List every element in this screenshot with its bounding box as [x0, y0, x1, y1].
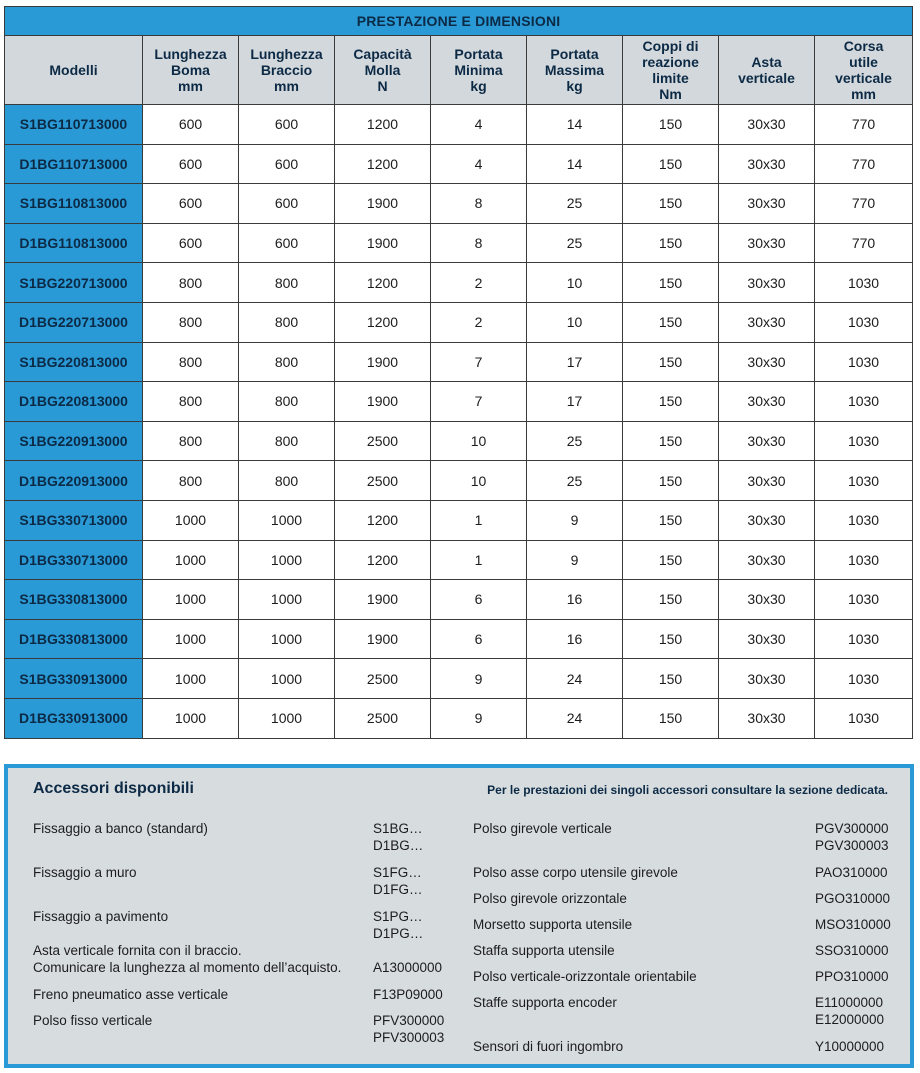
- model-code-cell: S1BG330813000: [5, 580, 143, 620]
- cell-max-load: 9: [527, 540, 623, 580]
- cell-vertical-rod: 30x30: [719, 540, 815, 580]
- cell-vertical-rod: 30x30: [719, 223, 815, 263]
- cell-vertical-stroke: 770: [815, 144, 913, 184]
- cell-arm-length: 600: [239, 144, 335, 184]
- cell-arm-length: 800: [239, 263, 335, 303]
- cell-vertical-stroke: 1030: [815, 659, 913, 699]
- cell-boom-length: 600: [143, 184, 239, 224]
- cell-vertical-stroke: 1030: [815, 580, 913, 620]
- model-code-cell: S1BG220713000: [5, 263, 143, 303]
- accessory-code: S1FG… D1FG…: [373, 865, 423, 897]
- cell-max-load: 25: [527, 223, 623, 263]
- cell-max-load: 24: [527, 659, 623, 699]
- cell-vertical-rod: 30x30: [719, 144, 815, 184]
- header-spring-capacity: Capacità Molla N: [335, 36, 431, 105]
- accessory-code: MSO310000: [815, 917, 891, 932]
- cell-min-load: 1: [431, 500, 527, 540]
- cell-vertical-rod: 30x30: [719, 698, 815, 738]
- accessory-label: Asta verticale fornita con il braccio. Comunicare la lunghezza al momento dell’acquisto.: [33, 943, 342, 975]
- cell-vertical-stroke: 1030: [815, 302, 913, 342]
- table-title: PRESTAZIONE E DIMENSIONI: [5, 7, 913, 36]
- cell-boom-length: 800: [143, 302, 239, 342]
- cell-arm-length: 800: [239, 421, 335, 461]
- cell-min-load: 2: [431, 302, 527, 342]
- table-row: [5, 184, 913, 224]
- header-min-load: Portata Minima kg: [431, 36, 527, 105]
- cell-max-load: 9: [527, 500, 623, 540]
- cell-arm-length: 1000: [239, 580, 335, 620]
- cell-boom-length: 600: [143, 223, 239, 263]
- cell-max-load: 25: [527, 421, 623, 461]
- accessories-title: Accessori disponibili: [33, 780, 194, 797]
- accessory-label: Polso girevole verticale: [473, 821, 612, 836]
- cell-max-load: 14: [527, 144, 623, 184]
- cell-vertical-stroke: 1030: [815, 263, 913, 303]
- cell-spring-capacity: 2500: [335, 659, 431, 699]
- cell-vertical-stroke: 1030: [815, 500, 913, 540]
- cell-min-load: 4: [431, 105, 527, 145]
- table-row: [5, 105, 913, 145]
- table-row: [5, 500, 913, 540]
- cell-arm-length: 800: [239, 342, 335, 382]
- accessory-code: PGO310000: [815, 891, 891, 906]
- cell-min-load: 4: [431, 144, 527, 184]
- table-row: [5, 302, 913, 342]
- cell-vertical-rod: 30x30: [719, 302, 815, 342]
- cell-boom-length: 1000: [143, 698, 239, 738]
- cell-spring-capacity: 1200: [335, 302, 431, 342]
- accessory-label: Fissaggio a muro: [33, 865, 137, 880]
- cell-reaction-torque: 150: [623, 144, 719, 184]
- accessory-code: Y10000000: [815, 1039, 885, 1054]
- cell-reaction-torque: 150: [623, 223, 719, 263]
- cell-spring-capacity: 1900: [335, 580, 431, 620]
- table-row: [5, 263, 913, 303]
- header-max-load: Portata Massima kg: [527, 36, 623, 105]
- cell-spring-capacity: 1900: [335, 382, 431, 422]
- cell-spring-capacity: 1900: [335, 223, 431, 263]
- spec-table: [4, 6, 913, 739]
- cell-reaction-torque: 150: [623, 461, 719, 501]
- cell-vertical-rod: 30x30: [719, 619, 815, 659]
- cell-boom-length: 1000: [143, 580, 239, 620]
- table-row: [5, 144, 913, 184]
- accessory-label: Freno pneumatico asse verticale: [33, 987, 229, 1002]
- table-row: [5, 342, 913, 382]
- accessory-code: E11000000 E12000000: [815, 995, 885, 1027]
- accessory-label: Morsetto supporta utensile: [473, 917, 633, 932]
- table-row: [5, 619, 913, 659]
- cell-vertical-rod: 30x30: [719, 461, 815, 501]
- cell-vertical-stroke: 770: [815, 223, 913, 263]
- cell-vertical-stroke: 1030: [815, 540, 913, 580]
- accessory-label: Staffa supporta utensile: [473, 943, 615, 958]
- accessory-label: Fissaggio a pavimento: [33, 909, 169, 924]
- model-code-cell: D1BG110713000: [5, 144, 143, 184]
- cell-boom-length: 800: [143, 461, 239, 501]
- cell-min-load: 9: [431, 659, 527, 699]
- cell-vertical-stroke: 1030: [815, 421, 913, 461]
- cell-arm-length: 1000: [239, 540, 335, 580]
- accessory-label: Sensori di fuori ingombro: [473, 1039, 624, 1054]
- cell-spring-capacity: 1200: [335, 540, 431, 580]
- header-row: [5, 36, 913, 105]
- cell-vertical-rod: 30x30: [719, 659, 815, 699]
- cell-spring-capacity: 1200: [335, 105, 431, 145]
- header-models: Modelli: [5, 36, 143, 105]
- cell-max-load: 10: [527, 263, 623, 303]
- accessory-code: A13000000: [373, 960, 443, 975]
- cell-reaction-torque: 150: [623, 263, 719, 303]
- accessories-note: Per le prestazioni dei singoli accessori consultare la sezione dedicata.: [487, 783, 888, 797]
- cell-vertical-rod: 30x30: [719, 421, 815, 461]
- model-code-cell: S1BG330913000: [5, 659, 143, 699]
- header-vertical-stroke: Corsa utile verticale mm: [815, 36, 913, 105]
- model-code-cell: D1BG220813000: [5, 382, 143, 422]
- header-boom-length: Lunghezza Boma mm: [143, 36, 239, 105]
- cell-arm-length: 1000: [239, 500, 335, 540]
- cell-spring-capacity: 1200: [335, 263, 431, 303]
- cell-spring-capacity: 1900: [335, 619, 431, 659]
- table-row: [5, 382, 913, 422]
- cell-vertical-stroke: 1030: [815, 342, 913, 382]
- table-row: [5, 580, 913, 620]
- cell-reaction-torque: 150: [623, 698, 719, 738]
- cell-spring-capacity: 1900: [335, 184, 431, 224]
- cell-max-load: 24: [527, 698, 623, 738]
- accessory-code: S1BG… D1BG…: [373, 821, 424, 853]
- cell-reaction-torque: 150: [623, 580, 719, 620]
- cell-reaction-torque: 150: [623, 619, 719, 659]
- model-code-cell: D1BG330713000: [5, 540, 143, 580]
- header-vertical-rod: Asta verticale: [719, 36, 815, 105]
- cell-min-load: 2: [431, 263, 527, 303]
- cell-boom-length: 600: [143, 144, 239, 184]
- table-row: [5, 461, 913, 501]
- cell-reaction-torque: 150: [623, 302, 719, 342]
- cell-arm-length: 1000: [239, 659, 335, 699]
- accessories-panel: [4, 764, 914, 1068]
- accessory-label: Polso fisso verticale: [33, 1013, 153, 1028]
- cell-boom-length: 800: [143, 421, 239, 461]
- cell-arm-length: 1000: [239, 698, 335, 738]
- accessory-code: PGV300000 PGV300003: [815, 821, 889, 853]
- cell-boom-length: 1000: [143, 659, 239, 699]
- model-code-cell: S1BG220913000: [5, 421, 143, 461]
- accessory-code: PFV300000 PFV300003: [373, 1013, 445, 1045]
- accessory-label: Polso verticale-orizzontale orientabile: [473, 969, 697, 984]
- cell-arm-length: 600: [239, 184, 335, 224]
- model-code-cell: S1BG110813000: [5, 184, 143, 224]
- cell-boom-length: 600: [143, 105, 239, 145]
- table-row: [5, 698, 913, 738]
- table-body: [5, 105, 913, 739]
- accessory-label: Polso asse corpo utensile girevole: [473, 865, 678, 880]
- cell-max-load: 25: [527, 184, 623, 224]
- cell-spring-capacity: 1200: [335, 500, 431, 540]
- cell-vertical-rod: 30x30: [719, 263, 815, 303]
- cell-vertical-stroke: 1030: [815, 619, 913, 659]
- cell-min-load: 7: [431, 342, 527, 382]
- accessory-code: SSO310000: [815, 943, 889, 958]
- accessory-label: Polso girevole orizzontale: [473, 891, 627, 906]
- cell-vertical-rod: 30x30: [719, 105, 815, 145]
- header-arm-length: Lunghezza Braccio mm: [239, 36, 335, 105]
- cell-spring-capacity: 2500: [335, 421, 431, 461]
- cell-reaction-torque: 150: [623, 105, 719, 145]
- model-code-cell: D1BG220913000: [5, 461, 143, 501]
- model-code-cell: S1BG110713000: [5, 105, 143, 145]
- cell-max-load: 16: [527, 619, 623, 659]
- cell-vertical-rod: 30x30: [719, 184, 815, 224]
- cell-boom-length: 800: [143, 382, 239, 422]
- accessory-label: Staffe supporta encoder: [473, 995, 617, 1010]
- cell-min-load: 9: [431, 698, 527, 738]
- accessory-code: PPO310000: [815, 969, 889, 984]
- cell-reaction-torque: 150: [623, 382, 719, 422]
- model-code-cell: D1BG330913000: [5, 698, 143, 738]
- cell-max-load: 14: [527, 105, 623, 145]
- cell-vertical-rod: 30x30: [719, 580, 815, 620]
- cell-max-load: 25: [527, 461, 623, 501]
- cell-min-load: 8: [431, 184, 527, 224]
- cell-arm-length: 800: [239, 302, 335, 342]
- cell-vertical-stroke: 1030: [815, 461, 913, 501]
- model-code-cell: S1BG330713000: [5, 500, 143, 540]
- model-code-cell: D1BG220713000: [5, 302, 143, 342]
- cell-vertical-stroke: 1030: [815, 698, 913, 738]
- cell-min-load: 6: [431, 619, 527, 659]
- cell-spring-capacity: 2500: [335, 461, 431, 501]
- cell-reaction-torque: 150: [623, 342, 719, 382]
- cell-vertical-stroke: 770: [815, 184, 913, 224]
- cell-min-load: 10: [431, 461, 527, 501]
- cell-arm-length: 800: [239, 461, 335, 501]
- table-row: [5, 659, 913, 699]
- accessory-code: S1PG… D1PG…: [373, 909, 424, 941]
- cell-reaction-torque: 150: [623, 540, 719, 580]
- cell-arm-length: 800: [239, 382, 335, 422]
- cell-spring-capacity: 1200: [335, 144, 431, 184]
- table-row: [5, 421, 913, 461]
- cell-spring-capacity: 2500: [335, 698, 431, 738]
- model-code-cell: D1BG110813000: [5, 223, 143, 263]
- accessory-label: Fissaggio a banco (standard): [33, 821, 208, 836]
- cell-boom-length: 800: [143, 342, 239, 382]
- cell-spring-capacity: 1900: [335, 342, 431, 382]
- cell-boom-length: 1000: [143, 540, 239, 580]
- cell-arm-length: 600: [239, 223, 335, 263]
- cell-min-load: 6: [431, 580, 527, 620]
- cell-max-load: 10: [527, 302, 623, 342]
- cell-reaction-torque: 150: [623, 500, 719, 540]
- cell-min-load: 1: [431, 540, 527, 580]
- model-code-cell: D1BG330813000: [5, 619, 143, 659]
- cell-vertical-stroke: 770: [815, 105, 913, 145]
- table-row: [5, 223, 913, 263]
- header-reaction-torque: Coppi di reazione limite Nm: [623, 36, 719, 105]
- cell-min-load: 8: [431, 223, 527, 263]
- cell-max-load: 17: [527, 342, 623, 382]
- cell-vertical-rod: 30x30: [719, 500, 815, 540]
- cell-reaction-torque: 150: [623, 659, 719, 699]
- cell-boom-length: 1000: [143, 619, 239, 659]
- cell-reaction-torque: 150: [623, 421, 719, 461]
- model-code-cell: S1BG220813000: [5, 342, 143, 382]
- cell-boom-length: 1000: [143, 500, 239, 540]
- cell-min-load: 7: [431, 382, 527, 422]
- cell-vertical-rod: 30x30: [719, 342, 815, 382]
- cell-arm-length: 1000: [239, 619, 335, 659]
- cell-arm-length: 600: [239, 105, 335, 145]
- cell-vertical-stroke: 1030: [815, 382, 913, 422]
- cell-reaction-torque: 150: [623, 184, 719, 224]
- cell-boom-length: 800: [143, 263, 239, 303]
- accessory-code: PAO310000: [815, 865, 888, 880]
- table-row: [5, 540, 913, 580]
- cell-max-load: 17: [527, 382, 623, 422]
- cell-min-load: 10: [431, 421, 527, 461]
- cell-max-load: 16: [527, 580, 623, 620]
- accessory-code: F13P09000: [373, 987, 443, 1002]
- cell-vertical-rod: 30x30: [719, 382, 815, 422]
